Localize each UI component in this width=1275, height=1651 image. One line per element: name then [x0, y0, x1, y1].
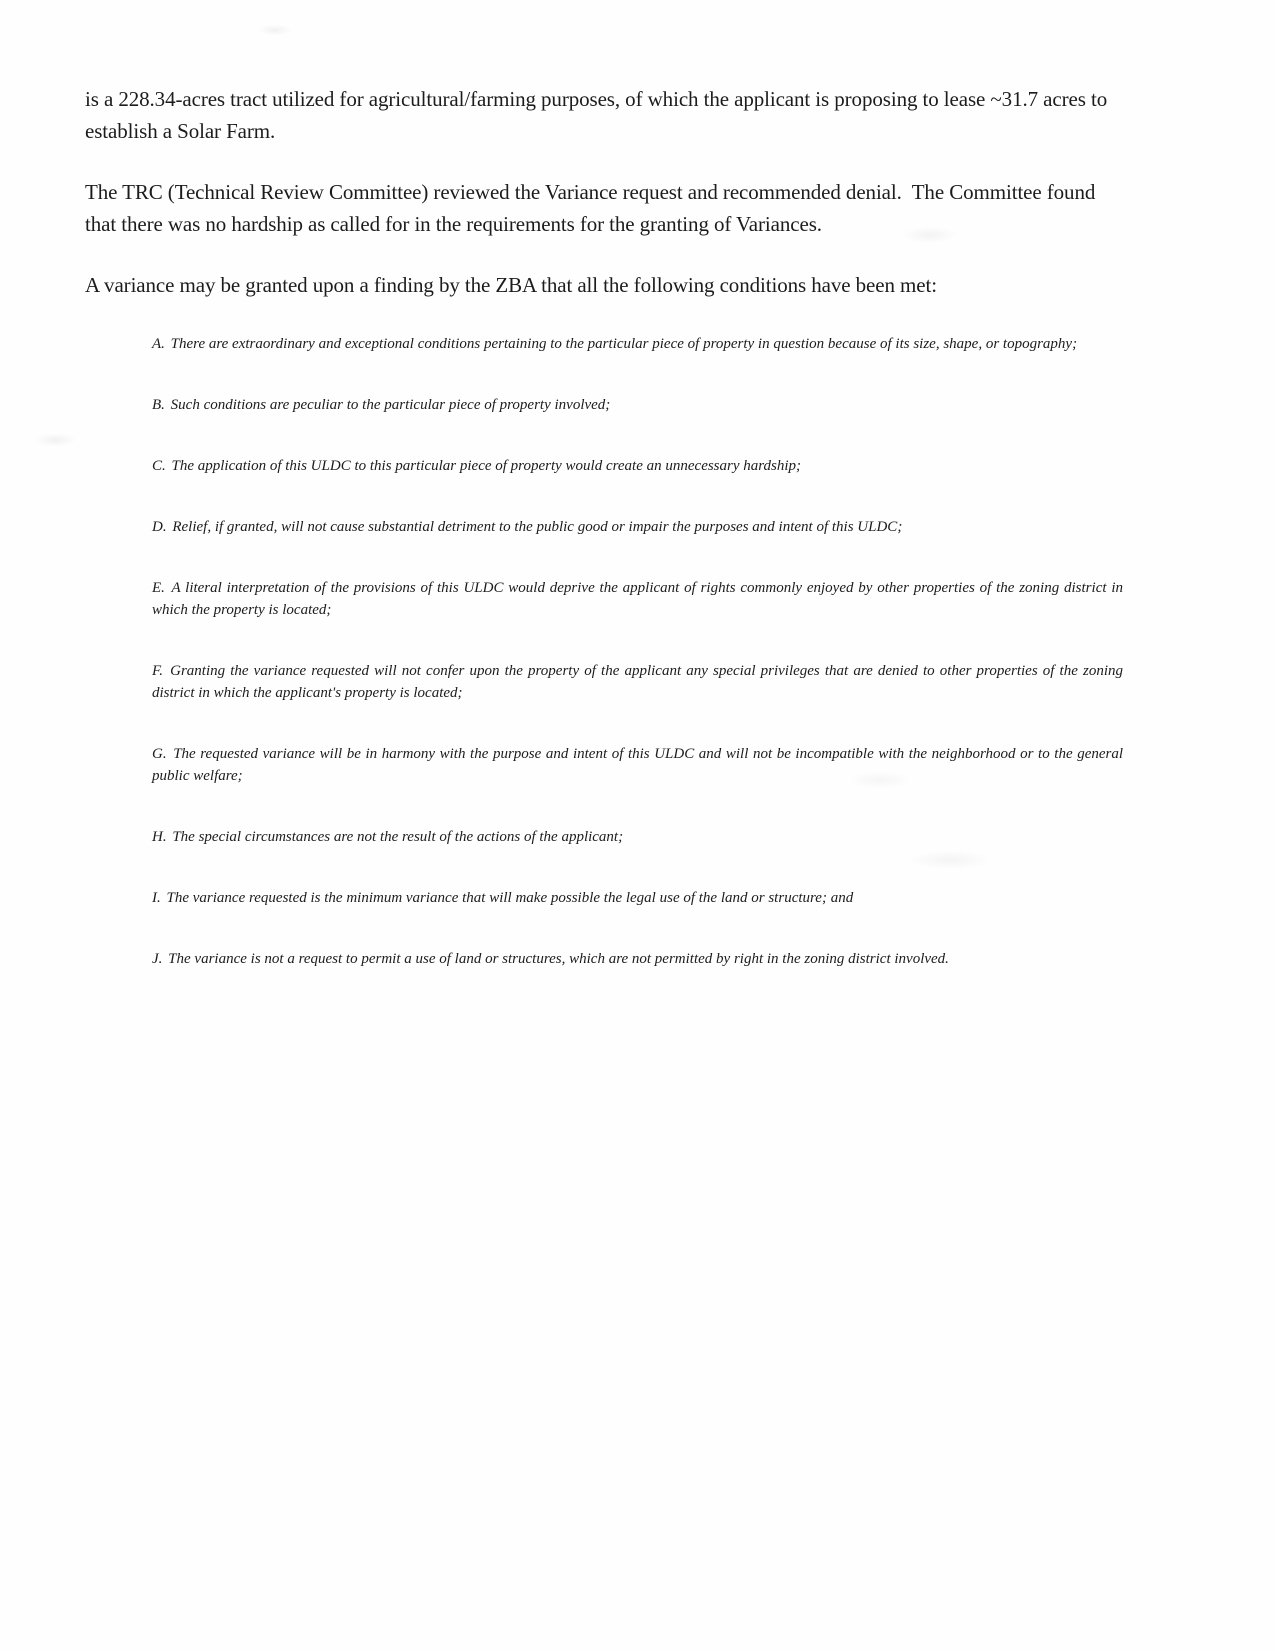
condition-letter: G.: [152, 745, 167, 762]
condition-item-i: [152, 887, 1123, 909]
condition-item-c: [152, 455, 1123, 477]
condition-text: Such conditions are peculiar to the particular piece of property involved;: [170, 396, 611, 413]
condition-item-j: [152, 948, 1123, 970]
condition-item-e: [152, 577, 1123, 621]
condition-letter: C.: [152, 457, 166, 474]
condition-text: Granting the variance requested will not confer upon the property of the applicant any special privileges that are denied to other properties of the zoning district in which the applicant's property is located;: [152, 662, 1123, 701]
condition-letter: I.: [152, 890, 161, 907]
condition-item-a: [152, 333, 1123, 355]
condition-item-f: [152, 660, 1123, 704]
intro-paragraph-tract-description: is a 228.34-acres tract utilized for agricultural/farming purposes, of which the applicant is proposing to lease ~31.7 acres to establish a Solar Farm.: [85, 87, 1113, 143]
condition-text: The variance requested is the minimum variance that will make possible the legal use of the land or structure; and: [166, 890, 854, 907]
variance-conditions-list: [152, 333, 1123, 971]
condition-letter: E.: [152, 579, 165, 596]
condition-text: There are extraordinary and exceptional conditions pertaining to the particular piece of property in question because of its size, shape, or topography;: [170, 335, 1078, 352]
condition-text: The requested variance will be in harmony with the purpose and intent of this ULDC and will not be incompatible with the neighborhood or to the general public welfare;: [152, 745, 1124, 784]
condition-text: Relief, if granted, will not cause substantial detriment to the public good or impair the purposes and intent of this ULDC;: [172, 518, 903, 535]
condition-text: The variance is not a request to permit a use of land or structures, which are not permitted by right in the zoning district involved.: [168, 951, 949, 968]
condition-text: A literal interpretation of the provisions of this ULDC would deprive the applicant of rights commonly enjoyed by other properties of the zoning district in which the property is located;: [152, 579, 1123, 618]
condition-item-d: [152, 516, 1123, 538]
condition-item-h: [152, 826, 1123, 848]
condition-letter: D.: [152, 518, 167, 535]
condition-letter: J.: [152, 951, 163, 968]
condition-text: The special circumstances are not the result of the actions of the applicant;: [172, 829, 624, 845]
variance-granting-intro-paragraph: A variance may be granted upon a finding by the ZBA that all the following conditions have been met:: [85, 272, 937, 297]
condition-letter: B.: [152, 396, 165, 413]
condition-letter: A.: [152, 335, 165, 352]
condition-text: The application of this ULDC to this particular piece of property would create an unnecessary hardship;: [171, 457, 802, 474]
condition-item-b: [152, 394, 1123, 416]
condition-item-g: [152, 743, 1123, 787]
condition-letter: F.: [152, 662, 163, 679]
trc-review-paragraph: The TRC (Technical Review Committee) reviewed the Variance request and recommended denial. The Committee found that there was no hardship as called for in the requirements for the granting of Variances.: [85, 179, 1101, 236]
condition-letter: H.: [152, 829, 167, 845]
